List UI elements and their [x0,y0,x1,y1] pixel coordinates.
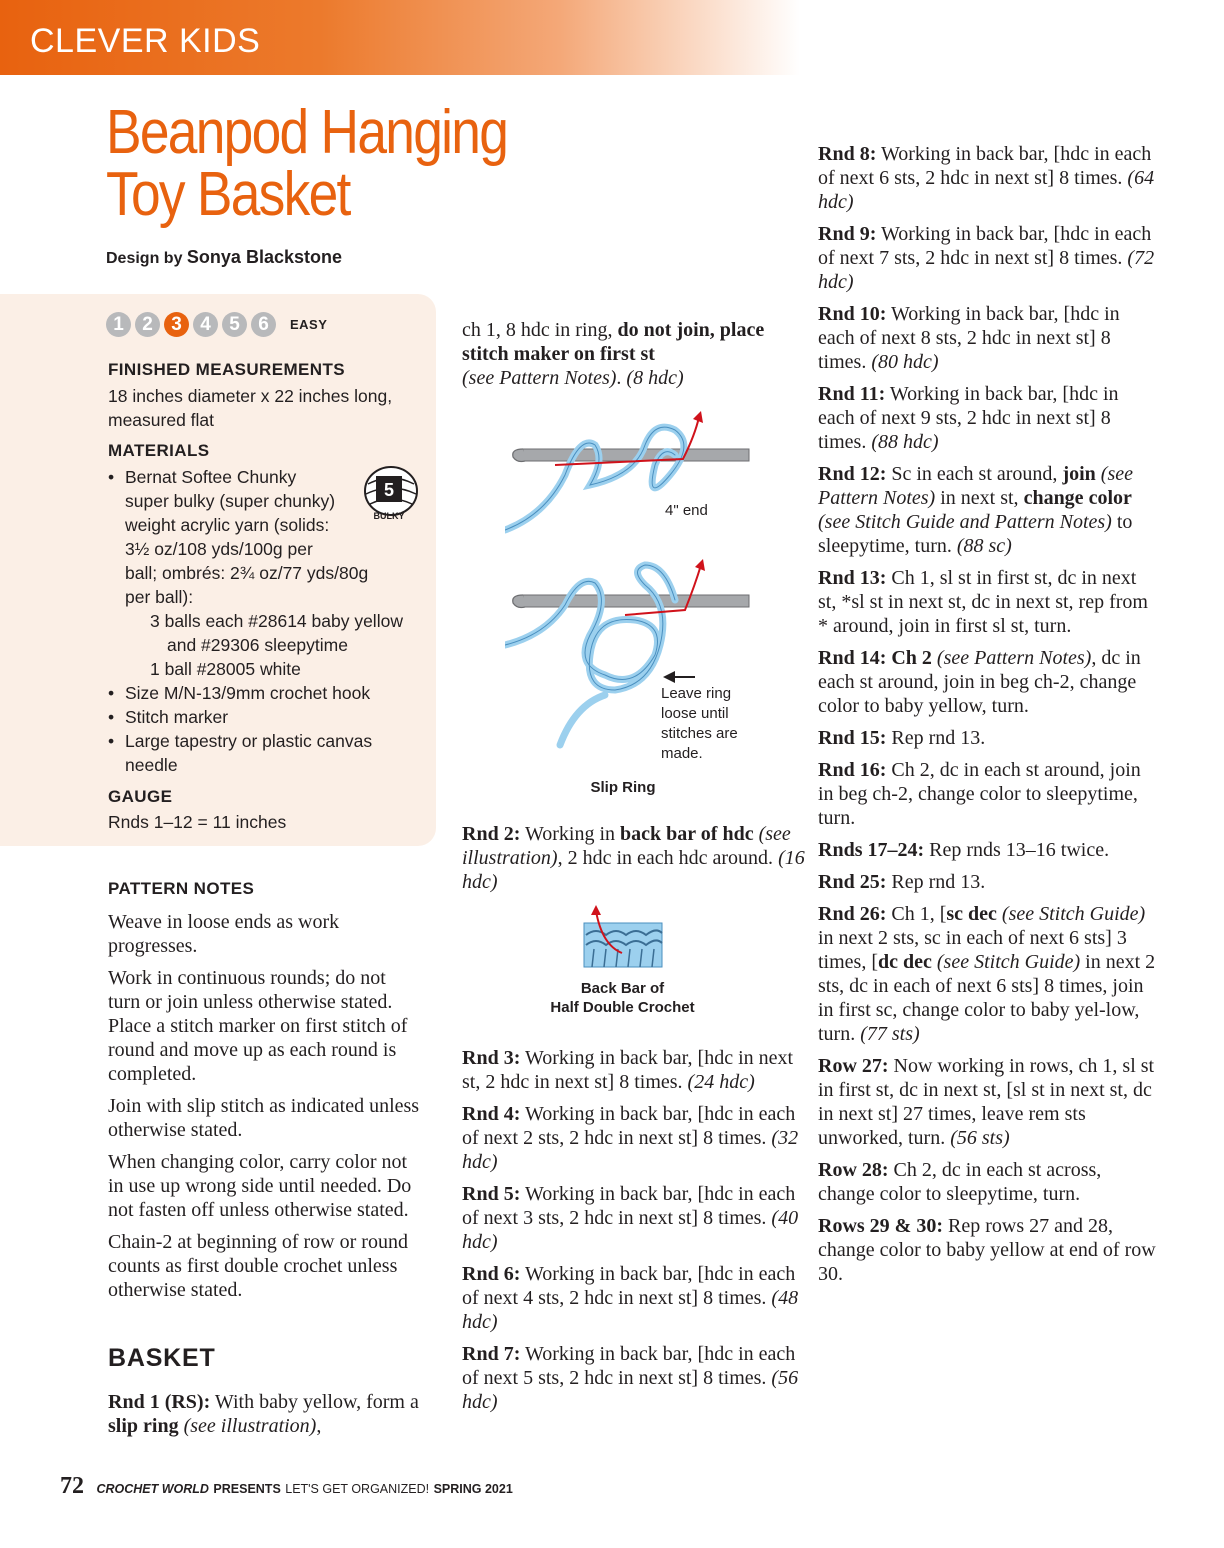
yarn-line: 3½ oz/108 yds/100g per [125,539,313,559]
round-label: Rnd 13: [818,567,887,589]
label-leave-ring [661,685,742,762]
materials-item-needle: • Large tapestry or plastic canvas needle [108,729,395,777]
round-text: ch 1, 8 hdc in ring, [462,319,618,341]
round-label: Rnd 11: [818,383,886,405]
back-bar-caption [530,979,715,1017]
round-14 [818,646,1158,718]
round-italic: (72 hdc) [818,247,1155,293]
round-text: Working in back bar, [hdc in each of next 6 sts, 2 hdc in next st] 8 times. [818,143,1152,189]
round-text: . [616,367,627,389]
round-label: Rnd 3: [462,1047,521,1069]
basket-heading: BASKET [108,1344,216,1372]
round-text: Working in back bar, [hdc in next st, 2 hdc in next st] 8 times. [462,1047,794,1093]
byline-prefix: Design by [106,250,183,267]
round-text: , dc in each st around, join in beg ch-2, change color to baby yellow, turn. [818,647,1141,717]
round-text: Working in [520,823,621,845]
round-bold: dc dec [878,951,932,973]
round-italic: (88 sc) [956,535,1012,557]
yarn-weight-label: BULKY [373,511,405,521]
label-4in-end: 4" end [665,502,708,519]
round-13 [818,566,1158,638]
label-line: Leave ring [661,685,732,702]
round-text: Ch 2, dc in each st around, join in beg ch-2, change color to sleepytime, turn. [818,759,1141,829]
caption-line: Back Bar of [580,980,665,997]
round-text: Rep rnd 13. [886,871,986,893]
yarn-line: super bulky (super chunky) [125,491,336,511]
round-italic: (see Stitch Guide) [931,951,1081,973]
skill-level [106,312,327,337]
round-italic: (24 hdc) [687,1071,755,1093]
article-title-line1: Beanpod Hanging [106,98,508,167]
yarn-line: weight acrylic yarn (solids: [125,515,330,535]
round-label: Rnd 14: Ch 2 [818,647,932,669]
label-line: made. [661,745,703,762]
round-label: Rnd 1 (RS): [108,1391,211,1413]
round-italic: (see Pattern Notes) [818,463,1133,509]
crochet-hook-icon [513,449,749,462]
issue-season: SPRING 2021 [433,1482,513,1496]
round-label: Rnd 7: [462,1343,521,1365]
round-label: Rnd 2: [462,823,521,845]
row-27 [818,1054,1158,1150]
pattern-notes [108,910,423,1310]
back-bar-illustration [582,905,664,969]
round-16 [818,758,1158,830]
pattern-note: Weave in loose ends as work progresses. [108,911,340,957]
round-label: Rnd 26: [818,903,887,925]
round-text: Working in back bar, [hdc in each of next 8 sts, 2 hdc in next st] 8 times. [818,303,1120,373]
rnd1-text [108,1390,438,1446]
round-label: Row 28: [818,1159,889,1181]
round-italic: (8 hdc) [626,367,684,389]
round-text: Working in back bar, [hdc in each of next 4 sts, 2 hdc in next st] 8 times. [462,1263,796,1309]
round-italic: (see Pattern Notes) [931,647,1092,669]
finished-measurements-text: 18 inches diameter x 22 inches long, measured flat [108,386,393,430]
footer-presents: PRESENTS [213,1482,281,1496]
round-text: Working in back bar, [hdc in each of next 5 sts, 2 hdc in next st] 8 times. [462,1343,796,1389]
yarn-line: and #29306 sleepytime [167,635,348,655]
round-label: Rnd 10: [818,303,887,325]
round-text: With baby yellow, form a [210,1391,419,1413]
yarn-line: 3 balls each #28614 baby yellow [150,611,403,631]
round-label: Rnd 16: [818,759,887,781]
yarn-line: • Bernat Softee Chunky [125,467,297,487]
rnd1-continued [462,318,802,398]
round-text: in next 2 sts, dc in each of next 6 sts] 8 times, join in first sc, change color to baby yel-low, turn. [818,951,1156,1045]
round-15 [818,726,1158,750]
pattern-notes-heading: PATTERN NOTES [108,879,255,898]
round-italic: (40 hdc) [462,1207,799,1253]
round-label: Rnd 9: [818,223,877,245]
round-6 [462,1262,802,1334]
round-bold: back bar of hdc [620,823,754,845]
label-line: loose until [661,705,729,722]
round-text: Sc in each st around, [886,463,1063,485]
rnd2-text [462,822,807,902]
skill-level-2: 2 [135,312,160,337]
yarn-line: per ball): [125,587,194,607]
round-italic: (see Stitch Guide and Pattern Notes) [818,511,1112,533]
round-bold: sc dec [946,903,997,925]
label-line: stitches are [661,725,738,742]
round-label: Rnd 8: [818,143,877,165]
yarn-weight-number: 5 [383,480,395,500]
round-text: Rep rows 27 and 28, change color to baby yellow at end of row 30. [818,1215,1156,1285]
skill-level-6: 6 [251,312,276,337]
section-header-band [0,0,800,75]
rounds-3-7 [462,1046,802,1422]
round-12 [818,462,1158,558]
skill-level-3-active: 3 [164,312,189,337]
round-bold: join [1062,463,1096,485]
round-7 [462,1342,802,1414]
round-text: , 2 hdc in each hdc around. [557,847,779,869]
round-italic: (64 hdc) [818,167,1155,213]
round-3 [462,1046,802,1094]
page-footer [60,1473,513,1500]
round-italic: (80 hdc) [871,351,939,373]
pattern-note: Chain-2 at beginning of row or round counts as first double crochet unless otherwise stated. [108,1231,408,1301]
round-text: in next st, [935,487,1024,509]
materials-item-marker: • Stitch marker [108,705,428,729]
round-label: Rnd 12: [818,463,887,485]
round-text: Ch 2, dc in each st across, change color to sleepytime, turn. [818,1159,1102,1205]
round-italic: (see Stitch Guide) [996,903,1146,925]
yarn-weight-icon [362,464,420,522]
round-text: , [316,1415,322,1437]
slip-ring-caption: Slip Ring [590,779,656,796]
round-5 [462,1182,802,1254]
round-4 [462,1102,802,1174]
byline [106,247,342,268]
round-italic: (32 hdc) [462,1127,799,1173]
skill-level-1: 1 [106,312,131,337]
round-26 [818,902,1158,1046]
rows-29-30 [818,1214,1158,1286]
rounds-17-24 [818,838,1158,862]
round-10 [818,302,1158,374]
issue-title: LET'S GET ORGANIZED! [285,1482,430,1496]
materials-heading: MATERIALS [108,441,210,460]
publication-name: CROCHET WORLD [96,1482,209,1496]
round-label: Rnds 17–24: [818,839,925,861]
round-italic: (48 hdc) [462,1287,799,1333]
round-bold: do not join, place stitch maker on first st [462,319,765,365]
round-italic: (see illustration) [178,1415,317,1437]
round-italic: (see Pattern Notes) [462,367,617,389]
row-28 [818,1158,1158,1206]
pattern-note: Work in continuous rounds; do not turn or join unless otherwise stated. Place a stitch marker on first stitch of round and move up as each round is completed. [108,967,408,1085]
round-bold: slip ring [108,1415,179,1437]
round-text: Ch 1, sl st in first st, dc in next st, *sl st in next st, dc in next st, rep from * around, join in first sl st, turn. [818,567,1148,637]
round-label: Rnd 5: [462,1183,521,1205]
crochet-hook-icon [513,595,749,608]
round-italic: (see illustration) [462,823,791,869]
article-title-line2: Toy Basket [106,160,350,229]
yarn-line: 1 ball #28005 white [150,659,301,679]
round-25 [818,870,1158,894]
round-label: Rnd 6: [462,1263,521,1285]
round-label: Rnd 25: [818,871,887,893]
caption-line: Half Double Crochet [550,999,695,1016]
round-italic: (77 sts) [860,1023,920,1045]
round-italic: (16 hdc) [462,847,805,893]
round-bold: change color [1023,487,1132,509]
gauge-text: Rnds 1–12 = 11 inches [108,812,287,832]
slip-ring-illustration [505,405,770,780]
round-text: Ch 1, [ [886,903,947,925]
skill-level-5: 5 [222,312,247,337]
round-italic: (56 sts) [950,1127,1010,1149]
page-number: 72 [60,1473,84,1499]
round-11 [818,382,1158,454]
skill-level-4: 4 [193,312,218,337]
finished-measurements-heading: FINISHED MEASUREMENTS [108,360,345,379]
skill-level-label: EASY [290,317,328,332]
pattern-note: Join with slip stitch as indicated unless otherwise stated. [108,1095,420,1141]
round-8 [818,142,1158,214]
rounds-8-30 [818,142,1158,1294]
round-label: Rnd 15: [818,727,887,749]
round-text: in next 2 sts, sc in each of next 6 sts] 3 times, [ [818,927,1127,973]
designer-name: Sonya Blackstone [186,247,342,267]
round-text: Working in back bar, [hdc in each of next 2 sts, 2 hdc in next st] 8 times. [462,1103,796,1149]
round-text: Rep rnd 13. [886,727,986,749]
round-text: Working in back bar, [hdc in each of next 7 sts, 2 hdc in next st] 8 times. [818,223,1152,269]
round-label: Rows 29 & 30: [818,1215,943,1237]
round-text: Working in back bar, [hdc in each of next 3 sts, 2 hdc in next st] 8 times. [462,1183,796,1229]
round-text: to sleepytime, turn. [818,511,1133,557]
gauge-heading: GAUGE [108,787,173,806]
round-9 [818,222,1158,294]
section-title: CLEVER KIDS [30,22,261,60]
round-text: Working in back bar, [hdc in each of next 9 sts, 2 hdc in next st] 8 times. [818,383,1119,453]
pattern-note: When changing color, carry color not in use up wrong side until needed. Do not fasten off unless otherwise stated. [108,1151,412,1221]
round-italic: (56 hdc) [462,1367,799,1413]
round-text: Now working in rows, ch 1, sl st in first st, dc in next st, [sl st in next st, dc in next st] 27 times, leave rem sts unworked, turn. [818,1055,1155,1149]
round-label: Rnd 4: [462,1103,521,1125]
round-italic: (88 hdc) [871,431,939,453]
article-title [106,98,508,229]
yarn-line: ball; ombrés: 2¾ oz/77 yds/80g [125,563,369,583]
round-label: Row 27: [818,1055,889,1077]
materials-item-hook: • Size M/N-13/9mm crochet hook [108,681,428,705]
round-text: Rep rnds 13–16 twice. [924,839,1110,861]
